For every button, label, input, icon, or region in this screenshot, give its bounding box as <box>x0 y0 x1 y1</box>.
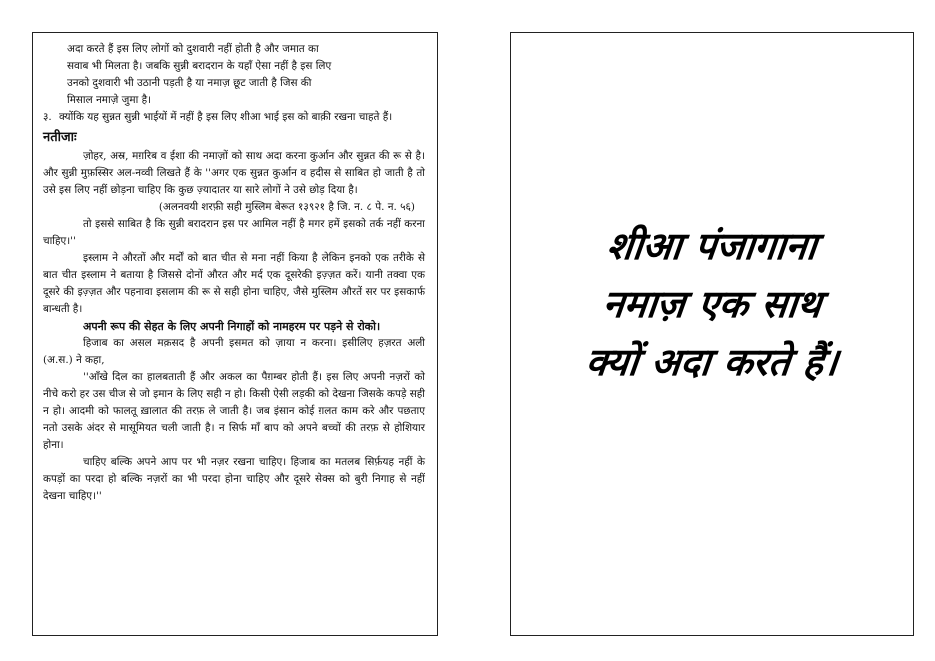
point-number: ३. <box>43 111 52 123</box>
paragraph-3: इस्लाम ने औरतों और मर्दों को बात चीत से मना नहीं किया है लेकिन इनको एक तरीके से बात चीत इस्लाम ने बताया है जिससे दोनों औरत और मर्द एक दूसरेकी इज़्ज़त करें। यानी तक्वा एक दूसरे की इज़्ज़त और पहनावा इसलाम की रू से सही होना चाहिए, जैसे मुस्लिम औरतें सर पर इसकार्फ बान्धती है। <box>43 252 425 315</box>
cover-title <box>511 217 913 391</box>
paragraph-2: तो इससे साबित है कि सुन्नी बरादरान इस पर आमिल नहीं है मगर हमें इसको तर्क नहीं करना चाहिए।'' <box>43 218 425 247</box>
section-heading: नतीजाः <box>43 130 77 145</box>
numbered-point-3 <box>43 109 425 126</box>
continuation-paragraph <box>43 41 425 109</box>
title-line: शीआ पंजागाना <box>604 224 820 268</box>
citation: (अलनवयी शरफ़ी सही मुस्लिम बेरूत १३९२१ है जि. न. ८ पे. न. ५६) <box>158 201 415 213</box>
right-page <box>510 32 914 636</box>
text-line: मिसाल नमाज़े जुमा है। <box>67 94 152 106</box>
quote-paragraph: ''आँखे दिल का हालबताती हैं और अकल का पैग़म्बर होती हैं। इस लिए अपनी नज़रों को नीचे करो हर उस चीज से जो इमान के लिए सही न हो। किसी ऐसी लड़की को देखना जिसके कपड़े सही न हो। आदमी को फालतू ख़ालात की तरफ़ ले जाती है। जब इंसान कोई ग़लत काम करे और पछताए नतो उसके अंदर से मासूमियत चली जाती है। न सिर्फ माँ बाप को अपने बच्चों की तरफ़ से होशियार होना। <box>43 371 425 451</box>
title-line: नमाज़ एक साथ <box>600 282 824 326</box>
paragraph-1: ज़ोहर, अस्र, मग़रिब व ईशा की नमाज़ों को साथ अदा करना कुर्आन और सुन्नत की रू से है। और सुन्नी मुफ़स्सिर अल-नव्वी लिखते हैं के ''अगर एक सुन्नत कुर्आन व हदीस से साबित हो जाती है तो उसे इस लिए नहीं छोड़ना चाहिए कि कुछ ज़्यादातर या सारे लोगों ने उसे छोड़ दिया है। <box>43 150 425 196</box>
text-line: अदा करते हैं इस लिए लोगों को दुशवारी नहीं होती है और जमात का <box>67 43 319 55</box>
bold-subheading: अपनी रूप की सेहत के लिए अपनी निगाहों को नामहरम पर पड़ने से रोको। <box>83 320 381 333</box>
paragraph-4: हिजाब का असल मक़सद है अपनी इसमत को ज़ाया न करना। इसीलिए हज़रत अली (अ.स.) ने कहा, <box>43 337 425 366</box>
text-line: उनको दुशवारी भी उठानी पड़ती है या नमाज़ छूट जाती है जिस की <box>67 77 312 89</box>
left-page <box>32 32 438 636</box>
text-line: सवाब भी मिलता है। जबकि सुन्नी बरादरान के यहाँ ऐसा नहीं है इस लिए <box>67 60 332 72</box>
point-text: क्योंकि यह सुन्नत सुन्नी भाईयों में नहीं है इस लिए शीआ भाई इस को बाक़ी रखना चाहते हैं। <box>59 111 393 123</box>
paragraph-5: चाहिए बल्कि अपने आप पर भी नज़र रखना चाहिए। हिजाब का मतलब सिर्फ़यह नहीं के कपड़ों का परदा हो बल्कि नज़रों का भी परदा होना चाहिए और दूसरे सेक्स को बुरी निगाह से नहीं देखना चाहिए।'' <box>43 456 425 502</box>
title-line: क्यों अदा करते हैं। <box>583 340 841 384</box>
